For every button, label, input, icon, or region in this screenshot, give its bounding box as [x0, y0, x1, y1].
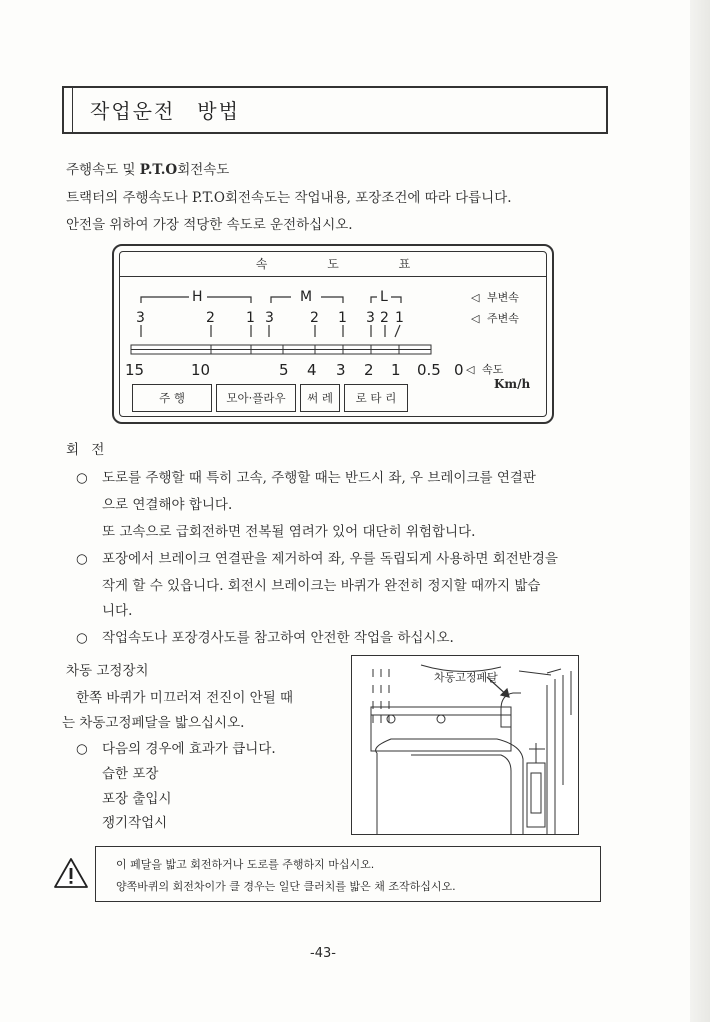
speed-unit: Km/h [494, 377, 531, 391]
sub-label: 1 [395, 310, 404, 326]
speed-text-line-1: 트랙터의 주행속도나 P.T.O회전속도는 작업내용, 포장조건에 따라 다릅니다. [66, 190, 512, 206]
warning-line-1: 이 페달을 밟고 회전하거나 도로를 주행하지 마십시오. [116, 858, 375, 871]
scale-label: 0.5 [417, 361, 441, 379]
turning-line-1: ○ 도로를 주행할 때 특히 고속, 주행할 때는 반드시 좌, 우 브레이크를 연결판 [76, 470, 536, 486]
title-box [62, 86, 608, 134]
h-bracket-left [141, 297, 189, 303]
speed-scale-labels [125, 361, 464, 379]
legend-main-shift: 주변속 [487, 312, 519, 325]
diff-lock-pedal-label: 차동고정페달 [434, 671, 498, 684]
sub-label: 1 [338, 310, 347, 326]
page-edge-shadow [690, 0, 710, 1022]
warning-icon [53, 857, 89, 889]
bullet-icon: ○ [76, 470, 88, 486]
scale-label: 5 [279, 361, 289, 379]
sub-label: 2 [310, 310, 319, 326]
turning-heading: 회 전 [66, 442, 109, 458]
turning-line-6: 니다. [102, 603, 133, 619]
scale-label: 0 [454, 361, 464, 379]
work-type-driving: 주 행 [132, 384, 212, 412]
diff-lock-line-3: ○ 다음의 경우에 효과가 큽니다. [76, 741, 276, 757]
diff-lock-line-2: 는 차동고정페달을 밟으십시오. [62, 715, 245, 731]
work-type-harrow: 써 레 [300, 384, 340, 412]
work-type-rotary: 로 타 리 [344, 384, 408, 412]
legend-arrow-icon: ◁ [471, 291, 480, 304]
scale-label: 15 [125, 361, 145, 379]
scale-label: 2 [364, 361, 374, 379]
diff-lock-case-3: 쟁기작업시 [102, 815, 168, 831]
speed-scale-bar [131, 345, 431, 354]
speed-table-title: 속 도 표 [119, 251, 547, 277]
scale-label: 4 [307, 361, 317, 379]
diff-lock-case-1: 습한 포장 [102, 766, 159, 782]
turning-line-2: 으로 연결해야 합니다. [102, 497, 233, 513]
sub-label: 2 [380, 310, 389, 326]
sub-label: 3 [265, 310, 274, 326]
legend-arrow-icon: ◁ [466, 363, 475, 376]
bullet-icon: ○ [76, 741, 88, 757]
turning-line-5: 작게 할 수 있읍니다. 회전시 브레이크는 바퀴가 완전히 정지할 때까지 밟습 [102, 578, 541, 594]
page-number: -43- [310, 946, 336, 961]
turning-line-4: ○ 포장에서 브레이크 연결판을 제거하여 좌, 우를 독립되게 사용하면 회전반경을 [76, 551, 558, 567]
page-title: 작업운전 방법 [90, 99, 240, 123]
group-label-l: L [380, 289, 388, 305]
bullet-icon: ○ [76, 551, 88, 567]
sub-shift-labels [136, 310, 404, 326]
sub-label: 3 [366, 310, 375, 326]
bullet-icon: ○ [76, 630, 88, 646]
scale-label: 10 [191, 361, 211, 379]
turning-line-7: ○ 작업속도나 포장경사도를 참고하여 안전한 작업을 하십시오. [76, 630, 454, 646]
scale-label: 3 [336, 361, 346, 379]
l-bracket-left [371, 297, 377, 303]
legend-speed: 속도 [482, 363, 504, 376]
l-bracket-right [391, 297, 401, 303]
h-bracket-right [207, 297, 251, 303]
sub-label: 2 [206, 310, 215, 326]
diff-lock-case-2: 포장 출입시 [102, 791, 172, 807]
diff-lock-line-1: 한쪽 바퀴가 미끄러져 전진이 안될 때 [76, 690, 294, 706]
speed-heading: 주행속도 및 P.T.O회전속도 [66, 162, 230, 178]
legend-sub-shift: 부변속 [487, 291, 519, 304]
sub-label: 1 [246, 310, 255, 326]
turning-line-3: 또 고속으로 급회전하면 전복될 염려가 있어 대단히 위험합니다. [102, 524, 476, 540]
diff-lock-heading: 차동 고정장치 [66, 663, 149, 679]
m-bracket-left [271, 297, 291, 303]
work-type-moldboard-plow: 모아·플라우 [216, 384, 296, 412]
warning-line-2: 양쪽바퀴의 회전차이가 클 경우는 일단 클러치를 밟은 채 조작하십시오. [116, 880, 456, 893]
group-label-m: M [300, 289, 313, 305]
legend-arrow-icon: ◁ [471, 312, 480, 325]
title-box-left-bar [64, 88, 73, 132]
speed-text-line-2: 안전을 위하여 가장 적당한 속도로 운전하십시오. [66, 217, 353, 233]
scale-label: 1 [391, 361, 401, 379]
group-label-h: H [192, 289, 203, 305]
sub-label: 3 [136, 310, 145, 326]
m-bracket-right [321, 297, 343, 303]
speed-table-legend [466, 290, 519, 376]
